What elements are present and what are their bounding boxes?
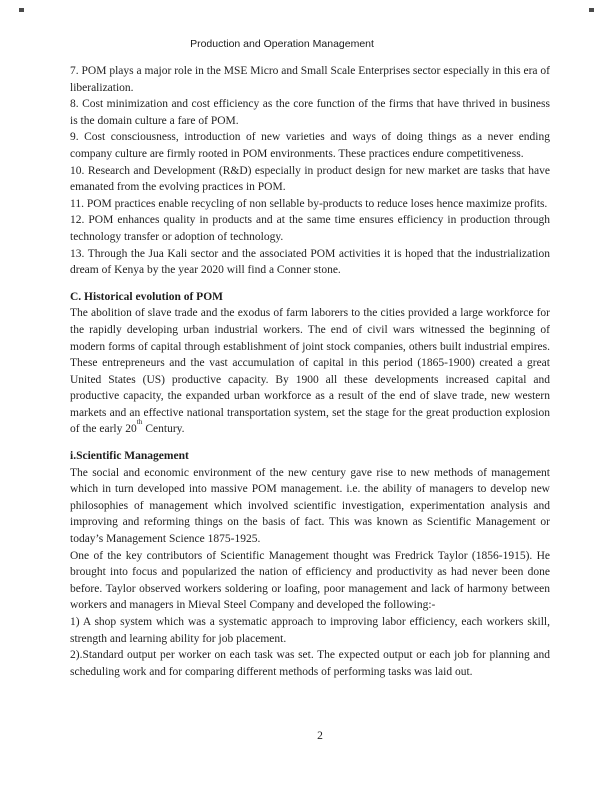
paragraph: The social and economic environment of the new century gave rise to new methods of management which in turn developed into massive POM management. i.e. the ability of managers to develop new philosophies of management which involved scientific investigation, experimentation analysis and improving and reforming things on the basis of fact. This was known as Scientific Management or today’s Management Science 1875-1925. <box>70 466 550 546</box>
paragraph: One of the key contributors of Scientific Management thought was Fredrick Taylor (1856-1915). He brought into focus and popularized the nation of efficiency and productivity as had never been done before. Taylor observed workers soldering or loafing, poor management and lack of harmony between workers and managers in Mieval Steel Company and developed the following:- <box>70 549 550 612</box>
running-header: Production and Operation Management <box>190 38 374 50</box>
scan-artifact-top-left <box>19 8 24 12</box>
paragraph: 12. POM enhances quality in products and at the same time ensures efficiency in production through technology transfer or adoption of technology. <box>70 214 550 243</box>
paragraph: 9. Cost consciousness, introduction of new varieties and ways of doing things as a never ending company culture are firmly rooted in POM environments. These practices endure competitiveness. <box>70 131 550 160</box>
page-number: 2 <box>317 730 323 742</box>
superscript-text: th <box>136 417 143 427</box>
paragraph: 1) A shop system which was a systematic approach to improving labor efficiency, each workers skill, strength and learning ability for job placement. <box>70 616 550 645</box>
paragraph: 13. Through the Jua Kali sector and the associated POM activities it is hoped that the industrialization dream of Kenya by the year 2020 will find a Conner stone. <box>70 247 550 277</box>
section-heading: i.Scientific Management <box>70 450 189 463</box>
document-body <box>70 63 550 680</box>
paragraph: 2).Standard output per worker on each task was set. The expected output or each job for planning and scheduling work and for comparing different methods of performing tasks was laid out. <box>70 649 550 678</box>
scan-artifact-top-right <box>589 8 594 12</box>
section-heading: C. Historical evolution of POM <box>70 290 223 303</box>
paragraph: 11. POM practices enable recycling of non sellable by-products to reduce loses hence maximize profits. <box>70 197 548 210</box>
paragraph: The abolition of slave trade and the exodus of farm laborers to the cities provided a large workforce for the rapidly developing urban industrial workers. The end of civil wars witnessed the beginning of modern forms of capital through establishment of joint stock companies, others built industrial empires. These entrepreneurs and the vast accumulation of capital in this period (1865-1900) created a great United States (US) productive capacity. By 1900 all these developments increased capital and productive capacity, the expanded urban workforce as a result of the end of slave trade, new western markets and an effective national transportation system, set the stage for the great production explosion of the early 20th Century. <box>70 307 550 436</box>
paragraph: 7. POM plays a major role in the MSE Micro and Small Scale Enterprises sector especially in this era of liberalization. <box>70 65 550 94</box>
paragraph: 8. Cost minimization and cost efficiency as the core function of the firms that have thrived in business is the domain culture a fare of POM. <box>70 98 550 127</box>
paragraph: 10. Research and Development (R&D) especially in product design for new market are tasks that have emanated from the evolving practices in POM. <box>70 164 550 194</box>
